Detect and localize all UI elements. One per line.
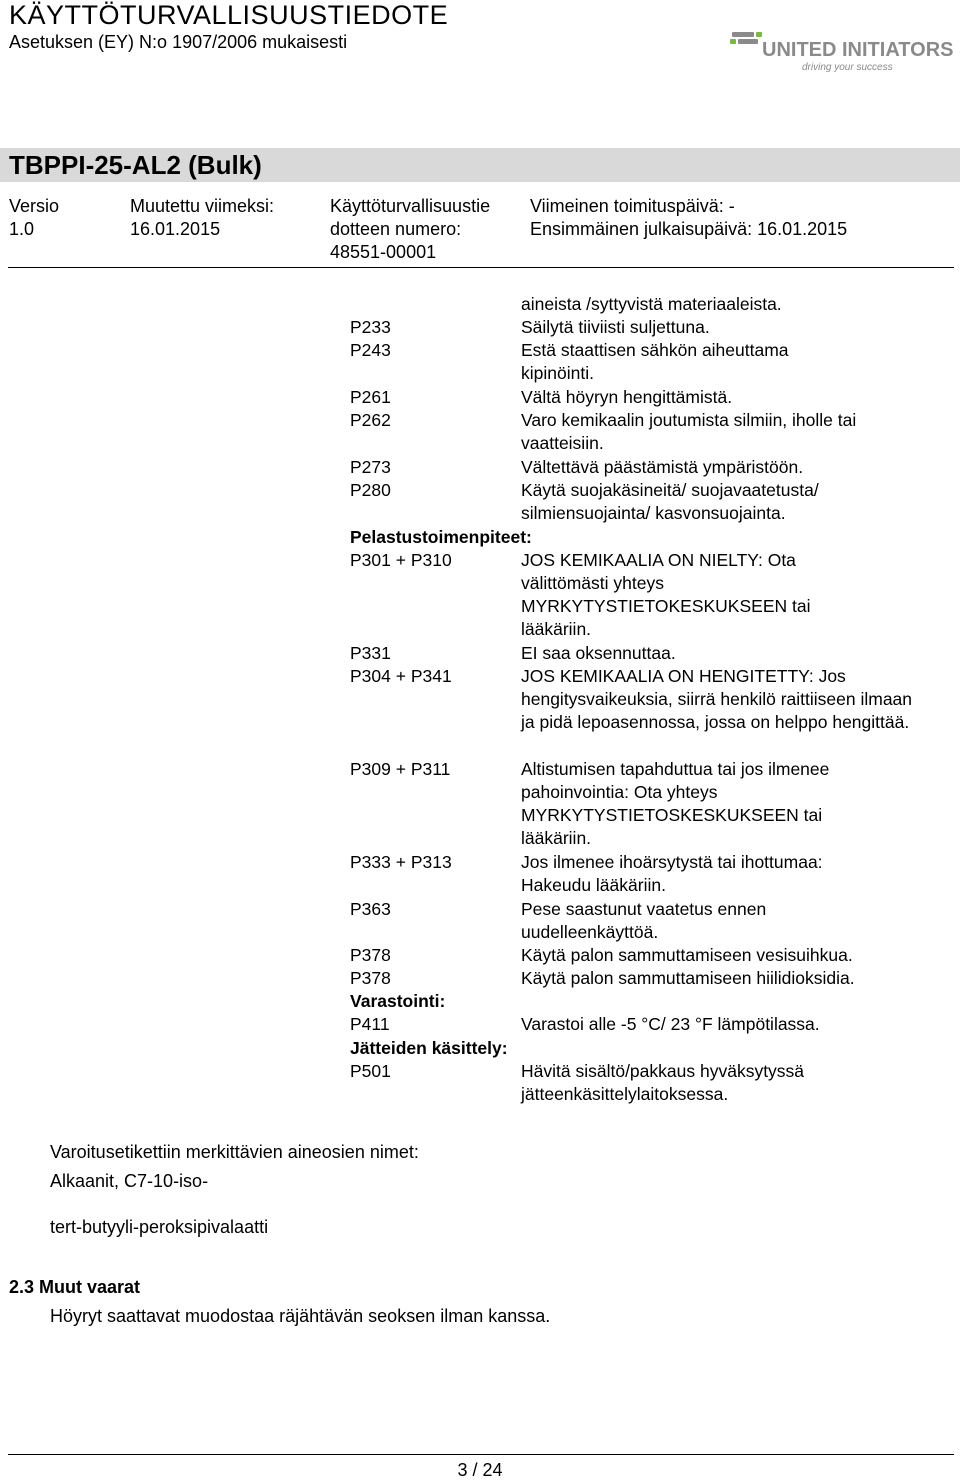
sds-label-1: Käyttöturvallisuustie xyxy=(330,196,491,216)
other-hazards-heading: 2.3 Muut vaarat xyxy=(9,1277,141,1297)
statement-text: JOS KEMIKAALIA ON HENGITETTY: Jos hengitysvaikeuksia, siirrä henkilö raittiiseen ilmaan ja pidä lepoasennossa, jossa on helppo hengittää. xyxy=(521,666,913,732)
statement-text: Vältä höyryn hengittämistä. xyxy=(521,387,733,407)
header-divider xyxy=(8,267,954,268)
version-value: 1.0 xyxy=(9,219,35,239)
statement-code: P273 xyxy=(350,457,391,477)
statement-text: Käytä palon sammuttamiseen hiilidioksidia. xyxy=(521,968,855,988)
sds-number-block xyxy=(330,195,490,264)
sds-label-2: dotteen numero: xyxy=(330,219,462,239)
ingredients-label: Varoitusetikettiin merkittävien aineosien nimet: xyxy=(50,1142,419,1162)
modified-label: Muutettu viimeksi: xyxy=(130,196,275,216)
sds-value: 48551-00001 xyxy=(330,242,437,262)
statement-code: P501 xyxy=(350,1061,391,1081)
modified-value: 16.01.2015 xyxy=(130,219,221,239)
dates-block xyxy=(530,195,847,241)
other-hazards-text: Höyryt saattavat muodostaa räjähtävän seoksen ilman kanssa. xyxy=(50,1306,551,1326)
statement-code: P378 xyxy=(350,945,391,965)
first-issue-date: Ensimmäinen julkaisupäivä: 16.01.2015 xyxy=(530,219,848,239)
statement-text: aineista /syttyvistä materiaaleista. xyxy=(521,294,782,314)
statement-text: Altistumisen tapahduttua tai jos ilmenee pahoinvointia: Ota yhteys MYRKYTYSTIETOSKESKUKSEEN tai lääkäriin. xyxy=(521,759,830,848)
statement-text: Pese saastunut vaatetus ennen uudelleenkäyttöä. xyxy=(521,899,767,942)
statement-code: P262 xyxy=(350,410,391,430)
statement-code: P378 xyxy=(350,968,391,988)
storage-heading: Varastointi: xyxy=(350,991,446,1011)
last-delivery-date: Viimeinen toimituspäivä: - xyxy=(530,196,735,216)
ingredient-name: tert-butyyli-peroksipivalaatti xyxy=(50,1217,269,1237)
statement-code: P301 + P310 xyxy=(350,550,452,570)
modified-block xyxy=(130,195,274,241)
statement-code: P304 + P341 xyxy=(350,666,452,686)
ingredient-name: Alkaanit, C7-10-iso- xyxy=(50,1171,209,1191)
statement-text: Hävitä sisältö/pakkaus hyväksytyssä jätteenkäsittelylaitoksessa. xyxy=(521,1061,805,1104)
logo-text: UNITED INITIATORS xyxy=(762,39,953,61)
statement-text: Varastoi alle -5 °C/ 23 °F lämpötilassa. xyxy=(521,1014,820,1034)
document-title: KÄYTTÖTURVALLISUUSTIEDOTE xyxy=(9,0,449,30)
statement-code: P309 + P311 xyxy=(350,759,451,779)
statement-code: P333 + P313 xyxy=(350,852,452,872)
statement-text: Vältettävä päästämistä ympäristöön. xyxy=(521,457,804,477)
footer-divider xyxy=(8,1454,954,1455)
version-label: Versio xyxy=(9,196,60,216)
page-number: 3 / 24 xyxy=(457,1460,503,1480)
statement-text: Estä staattisen sähkön aiheuttama kipinöinti. xyxy=(521,340,789,383)
statement-code: P363 xyxy=(350,899,391,919)
statement-code: P261 xyxy=(350,387,391,407)
statement-text: Käytä suojakäsineitä/ suojavaatetusta/ silmiensuojainta/ kasvonsuojainta. xyxy=(521,480,819,523)
response-heading: Pelastustoimenpiteet: xyxy=(350,527,532,547)
statement-text: Käytä palon sammuttamiseen vesisuihkua. xyxy=(521,945,853,965)
statement-text: Säilytä tiiviisti suljettuna. xyxy=(521,317,710,337)
document-subtitle: Asetuksen (EY) N:o 1907/2006 mukaisesti xyxy=(9,32,348,52)
company-logo xyxy=(728,28,953,84)
version-block xyxy=(9,195,59,241)
statement-code: P331 xyxy=(350,643,391,663)
statement-code: P280 xyxy=(350,480,391,500)
statement-text: EI saa oksennuttaa. xyxy=(521,643,676,663)
logo-tagline: driving your success xyxy=(802,62,893,73)
statement-code: P243 xyxy=(350,340,391,360)
disposal-heading: Jätteiden käsittely: xyxy=(350,1038,508,1058)
logo-mark-icon xyxy=(728,28,953,84)
statement-text: JOS KEMIKAALIA ON NIELTY: Ota välittömästi yhteys MYRKYTYSTIETOKESKUKSEEN tai lääkäriin. xyxy=(521,550,811,639)
statement-text: Jos ilmenee ihoärsytystä tai ihottumaa: Hakeudu lääkäriin. xyxy=(521,852,823,895)
product-name: TBPPI-25-AL2 (Bulk) xyxy=(9,150,262,180)
statement-code: P411 xyxy=(350,1014,390,1034)
statement-code: P233 xyxy=(350,317,391,337)
statement-text: Varo kemikaalin joutumista silmiin, iholle tai vaatteisiin. xyxy=(521,410,857,453)
